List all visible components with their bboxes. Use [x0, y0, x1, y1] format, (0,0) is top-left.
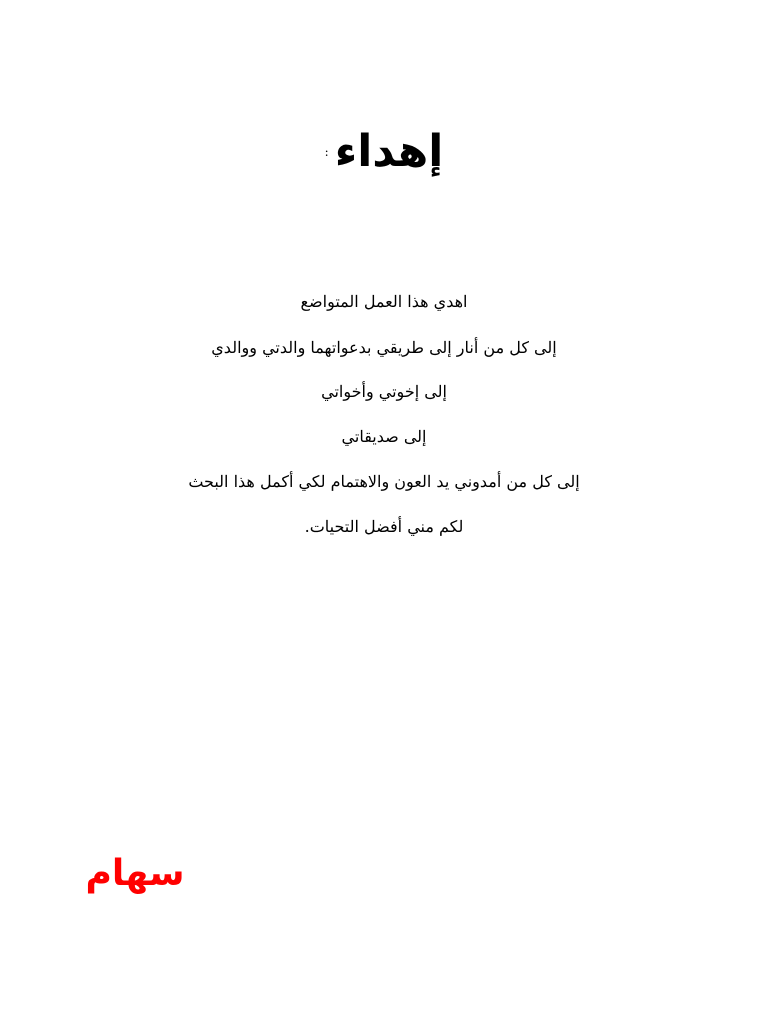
dedication-line-6: لكم مني أفضل التحيات.	[304, 517, 464, 536]
dedication-line-1: اهدي هذا العمل المتواضع	[300, 292, 468, 311]
dedication-heading	[0, 122, 768, 182]
signature-name: سهام	[85, 853, 185, 894]
dedication-line-5: إلى كل من أمدوني يد العون والاهتمام لكي أكمل هذا البحث	[188, 472, 580, 491]
title-colon: :	[324, 145, 329, 159]
dedication-line-4: إلى صديقاتي	[341, 427, 427, 446]
dedication-line-2: إلى كل من أنار إلى طريقي بدعواتهما والدتي ووالدي	[211, 338, 557, 357]
dedication-line-3: إلى إخوتي وأخواتي	[321, 382, 447, 401]
page-title: إهداء	[334, 126, 444, 177]
